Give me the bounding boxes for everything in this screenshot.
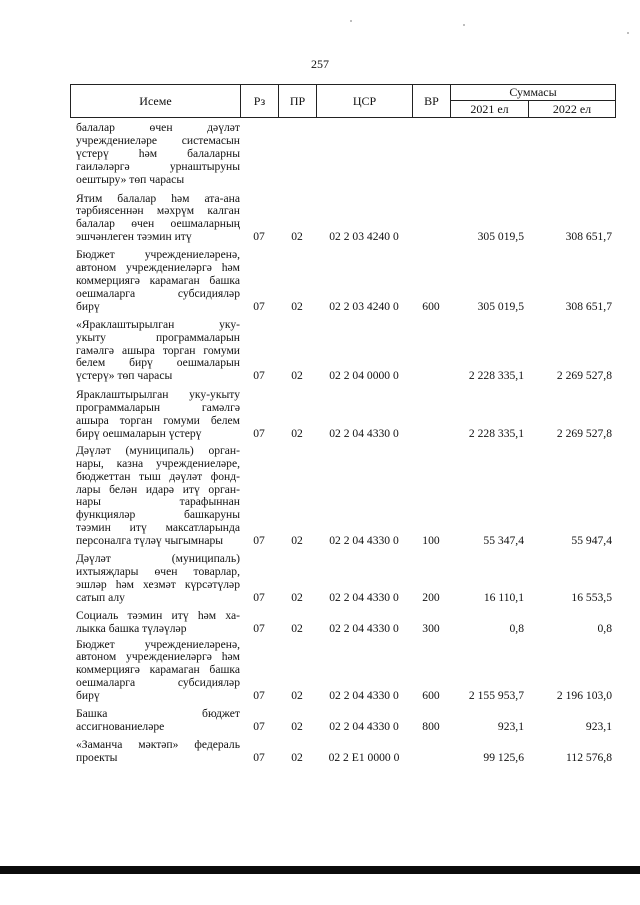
row-name-line: бирү	[76, 689, 100, 703]
row-name-line: Бюджет учреждениеләренә,	[76, 637, 240, 651]
row-name-line: Ятим балалар һәм ата-ана	[76, 191, 240, 205]
row-rz: 07	[253, 534, 265, 548]
row-name	[70, 445, 240, 548]
row-rz: 07	[253, 621, 265, 635]
row-name-line: Яраклаштырылган уку-укыту	[76, 388, 240, 402]
row-csr: 02 2 04 4330 0	[329, 534, 399, 548]
row-rz: 07	[253, 689, 265, 703]
row-name-line: «Яраклаштырылган уку-	[76, 317, 240, 331]
header-vr: ВР	[412, 84, 451, 118]
row-name-line: үстерү» төп чарасы	[76, 369, 173, 383]
row-csr: 02 2 E1 0000 0	[328, 750, 400, 764]
row-sum-2021: 99 125,6	[483, 750, 524, 764]
row-sum-2021: 923,1	[497, 719, 524, 733]
row-name	[70, 708, 240, 734]
row-vr: 200	[422, 590, 440, 604]
row-name-line: оешмаларга субсидияләр	[76, 286, 240, 300]
row-name-line: гамәлгә ашыра торган гомуми	[76, 343, 240, 357]
page-number: 257	[311, 57, 329, 71]
header-year-2021: 2021 ел	[450, 100, 529, 118]
row-sum-2021: 0,8	[509, 621, 524, 635]
row-name	[70, 319, 240, 384]
table-row	[70, 610, 616, 636]
row-name-line: нары тарафыннан	[76, 495, 240, 509]
row-name	[70, 610, 240, 636]
row-sum-2022: 2 269 527,8	[556, 426, 612, 440]
row-name-line: ассигнованиеләре	[76, 719, 165, 733]
row-pr: 02	[291, 750, 303, 764]
row-sum-2022: 55 947,4	[571, 534, 612, 548]
row-pr: 02	[291, 621, 303, 635]
row-sum-2022: 2 269 527,8	[556, 369, 612, 383]
header-name: Исеме	[70, 84, 241, 118]
table-row	[70, 639, 616, 704]
scan-speck	[463, 24, 465, 26]
row-name	[70, 639, 240, 704]
row-sum-2022: 2 196 103,0	[556, 689, 612, 703]
row-name-line: ихтыяҗлары өчен товарлар,	[76, 565, 240, 578]
scan-speck	[627, 32, 629, 34]
row-sum-2022: 923,1	[585, 719, 612, 733]
row-pr: 02	[291, 369, 303, 383]
row-csr: 02 2 04 4330 0	[329, 689, 399, 703]
row-vr: 800	[422, 719, 440, 733]
row-name-line: белем бирү оешмаларын	[76, 356, 240, 370]
row-csr: 02 2 04 0000 0	[329, 369, 399, 383]
row-csr: 02 2 04 4330 0	[329, 719, 399, 733]
table-row	[70, 739, 616, 765]
row-name-line: Дәүләт (муниципаль) орган-	[76, 443, 240, 457]
row-vr: 600	[422, 299, 440, 313]
row-csr: 02 2 03 4240 0	[329, 299, 399, 313]
row-name-line: Башка бюджет	[76, 707, 240, 721]
row-csr: 02 2 03 4240 0	[329, 230, 399, 244]
row-name	[70, 249, 240, 314]
row-vr: 600	[422, 689, 440, 703]
row-vr: 300	[422, 621, 440, 635]
row-sum-2022: 0,8	[597, 621, 612, 635]
row-sum-2021: 16 110,1	[483, 590, 524, 604]
row-rz: 07	[253, 590, 265, 604]
row-sum-2022: 308 651,7	[565, 299, 612, 313]
row-sum-2021: 2 228 335,1	[468, 426, 524, 440]
table-row	[70, 445, 616, 548]
row-csr: 02 2 04 4330 0	[329, 426, 399, 440]
row-name-line: эшчәнлеген тәэмин итү	[76, 230, 192, 244]
row-sum-2021: 2 155 953,7	[468, 689, 524, 703]
row-name-line: укыту программаларын	[76, 330, 240, 344]
table-row	[70, 708, 616, 734]
row-rz: 07	[253, 230, 265, 244]
row-name-line: балалар өчен оешмаларның	[76, 217, 240, 231]
table-row	[70, 122, 616, 187]
row-name-line: ашыра торган гомуми белем	[76, 414, 240, 428]
row-csr: 02 2 04 4330 0	[329, 621, 399, 635]
row-name-line: Дәүләт (муниципаль)	[76, 552, 240, 566]
row-name-line: автоном учреждениеләргә һәм	[76, 261, 240, 275]
header-csr: ЦСР	[316, 84, 413, 118]
row-pr: 02	[291, 534, 303, 548]
row-sum-2022: 308 651,7	[565, 230, 612, 244]
scan-speck	[350, 20, 352, 22]
row-sum-2022: 16 553,5	[571, 590, 612, 604]
row-name-line: автоном учреждениеләргә һәм	[76, 650, 240, 664]
row-name	[70, 389, 240, 441]
row-name-line: оештыру» төп чарасы	[76, 172, 185, 186]
scan-border	[0, 866, 640, 874]
row-sum-2021: 305 019,5	[477, 230, 524, 244]
row-name-line: лары белән идарә итү орган-	[76, 482, 240, 496]
row-rz: 07	[253, 426, 265, 440]
row-name-line: лыкка башка түләүләр	[76, 621, 187, 635]
row-name-line: үстерү һәм балаларны	[76, 146, 240, 160]
row-name-line: гаиләләргә урнаштыруны	[76, 159, 240, 173]
row-pr: 02	[291, 590, 303, 604]
row-rz: 07	[253, 750, 265, 764]
row-name-line: программаларын гамәлгә	[76, 401, 240, 415]
row-name-line: тәэмин итү максатларында	[76, 521, 240, 535]
row-name	[70, 739, 240, 765]
row-name-line: коммерциягә карамаган башка	[76, 273, 240, 287]
table-row	[70, 553, 616, 605]
row-pr: 02	[291, 230, 303, 244]
row-name-line: бюджеттан тыш дәүләт фонд-	[76, 469, 240, 483]
row-sum-2021: 305 019,5	[477, 299, 524, 313]
header-year-2022: 2022 ел	[528, 100, 616, 118]
row-rz: 07	[253, 719, 265, 733]
header-sums: Суммасы	[450, 84, 616, 101]
row-pr: 02	[291, 689, 303, 703]
row-vr: 100	[422, 534, 440, 548]
row-name-line: персоналга түләү чыгымнары	[76, 534, 224, 548]
row-name-line: бирү оешмаларын үстерү	[76, 426, 202, 440]
row-name-line: «Заманча мәктәп» федераль	[76, 737, 240, 751]
row-sum-2021: 55 347,4	[483, 534, 524, 548]
row-name-line: учреждениеләре системасын	[76, 133, 240, 147]
row-name-line: тәрбиясеннән мәхрүм калган	[76, 204, 240, 218]
row-name-line: проекты	[76, 750, 118, 764]
table-row	[70, 389, 616, 441]
row-name-line: коммерциягә карамаган башка	[76, 663, 240, 677]
row-name-line: оешмаларга субсидияләр	[76, 676, 240, 690]
row-name-line: сатып алу	[76, 590, 125, 604]
row-pr: 02	[291, 719, 303, 733]
row-csr: 02 2 04 4330 0	[329, 590, 399, 604]
table-header	[70, 84, 616, 118]
row-rz: 07	[253, 299, 265, 313]
row-name-line: бирү	[76, 299, 100, 313]
row-name-line: Бюджет учреждениеләренә,	[76, 248, 240, 262]
table-row	[70, 249, 616, 314]
row-pr: 02	[291, 426, 303, 440]
row-name	[70, 553, 240, 605]
row-rz: 07	[253, 369, 265, 383]
row-name-line: функцияләр башкаруны	[76, 508, 240, 522]
row-pr: 02	[291, 299, 303, 313]
table-body	[70, 118, 616, 765]
row-name-line: балалар өчен дәүләт	[76, 121, 240, 134]
row-sum-2021: 2 228 335,1	[468, 369, 524, 383]
row-name	[70, 122, 240, 187]
table-row	[70, 193, 616, 245]
table-row	[70, 319, 616, 384]
header-rz: Рз	[240, 84, 279, 118]
row-sum-2022: 112 576,8	[566, 750, 612, 764]
row-name-line: нары, казна учреждениеләре,	[76, 456, 240, 470]
row-name	[70, 193, 240, 245]
header-pr: ПР	[278, 84, 317, 118]
row-name-line: эшләр һәм хезмәт күрсәтүләр	[76, 577, 240, 591]
row-name-line: Социаль тәэмин итү һәм ха-	[76, 608, 240, 622]
